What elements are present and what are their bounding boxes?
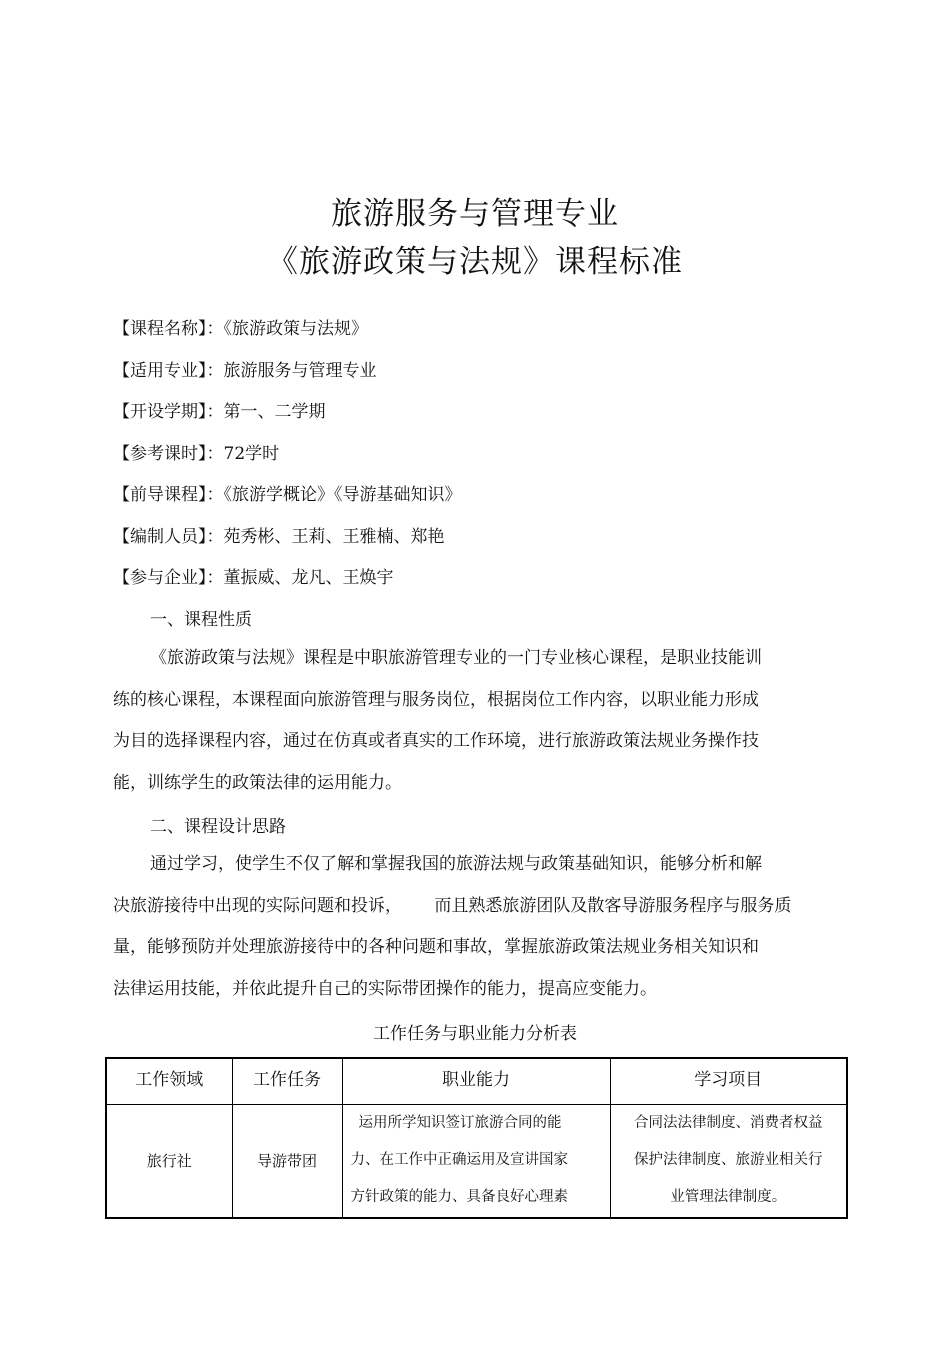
analysis-table xyxy=(105,1057,848,1219)
meta-semester xyxy=(113,397,326,422)
table-header-row xyxy=(106,1058,847,1104)
meta-value: 董振威、龙凡、王焕宇 xyxy=(223,568,394,588)
paragraph-line: 法律运用技能，并依此提升自己的实际带团操作的能力，提高应变能力。 xyxy=(113,978,657,999)
document-title-line1: 旅游服务与管理专业 xyxy=(331,196,619,232)
meta-prerequisite xyxy=(113,480,462,505)
meta-label: 【课程名称】： xyxy=(113,319,224,339)
section-paragraph-design xyxy=(113,844,813,1010)
section-heading-nature: 一、课程性质 xyxy=(150,610,252,630)
cell-work-domain: 旅行社 xyxy=(106,1104,232,1218)
paragraph-line: 通过学习，使学生不仅了解和掌握我国的旅游法规与政策基础知识，能够分析和解 xyxy=(150,854,762,874)
paragraph-line: 练的核心课程，本课程面向旅游管理与服务岗位，根据岗位工作内容，以职业能力形成 xyxy=(113,689,759,710)
paragraph-line: 量，能够预防并处理旅游接待中的各种问题和事故，掌握旅游政策法规业务相关知识和 xyxy=(113,937,759,957)
meta-label: 【适用专业】： xyxy=(113,361,224,381)
paragraph-line: 决旅游接待中出现的实际问题和投诉， 而且熟悉旅游团队及散客导游服务程序与服务质 xyxy=(113,895,792,916)
section-paragraph-nature xyxy=(113,638,813,804)
meta-label: 【前导课程】： xyxy=(113,485,224,505)
cell-line: 保护法律制度、旅游业相关行 xyxy=(634,1152,823,1168)
meta-value: 72学时 xyxy=(223,444,280,464)
meta-value: 《旅游政策与法规》 xyxy=(223,319,368,339)
table-caption: 工作任务与职业能力分析表 xyxy=(373,1024,577,1044)
cell-professional-ability xyxy=(342,1104,610,1218)
paragraph-line: 能，训练学生的政策法律的运用能力。 xyxy=(113,772,402,793)
paragraph-line: 《旅游政策与法规》课程是中职旅游管理专业的一门专业核心课程，是职业技能训 xyxy=(150,648,762,668)
header-learning-project: 学习项目 xyxy=(610,1058,847,1104)
meta-label: 【编制人员】： xyxy=(113,527,224,547)
meta-value: 旅游服务与管理专业 xyxy=(223,361,377,381)
cell-learning-project xyxy=(610,1104,847,1218)
meta-enterprise xyxy=(113,563,394,588)
cell-line: 业管理法律制度。 xyxy=(670,1189,787,1205)
meta-value: 《旅游学概论》《导游基础知识》 xyxy=(223,485,462,505)
meta-course-name xyxy=(113,314,368,339)
meta-label: 【参与企业】： xyxy=(113,568,224,588)
meta-authors xyxy=(113,522,445,547)
paragraph-line: 为目的选择课程内容，通过在仿真或者真实的工作环境，进行旅游政策法规业务操作技 xyxy=(113,731,759,751)
cell-line: 合同法法律制度、消费者权益 xyxy=(634,1115,823,1131)
meta-hours xyxy=(113,439,279,464)
section-heading-design: 二、课程设计思路 xyxy=(150,817,286,837)
cell-line: 方针政策的能力、具备良好心理素 xyxy=(350,1189,568,1205)
document-title-line2: 《旅游政策与法规》课程标准 xyxy=(267,244,683,280)
header-professional-ability: 职业能力 xyxy=(342,1058,610,1104)
header-work-domain: 工作领域 xyxy=(106,1058,232,1104)
header-work-task: 工作任务 xyxy=(232,1058,342,1104)
table-row xyxy=(106,1104,847,1218)
meta-value: 苑秀彬、王莉、王雅楠、郑艳 xyxy=(223,527,445,547)
meta-value: 第一、二学期 xyxy=(223,402,326,422)
meta-label: 【参考课时】： xyxy=(113,444,224,464)
meta-applicable-major xyxy=(113,356,377,381)
cell-work-task: 导游带团 xyxy=(232,1104,342,1218)
cell-line: 力、在工作中正确运用及宣讲国家 xyxy=(350,1152,568,1168)
meta-label: 【开设学期】： xyxy=(113,402,224,422)
cell-line: 运用所学知识签订旅游合同的能 xyxy=(358,1115,562,1131)
